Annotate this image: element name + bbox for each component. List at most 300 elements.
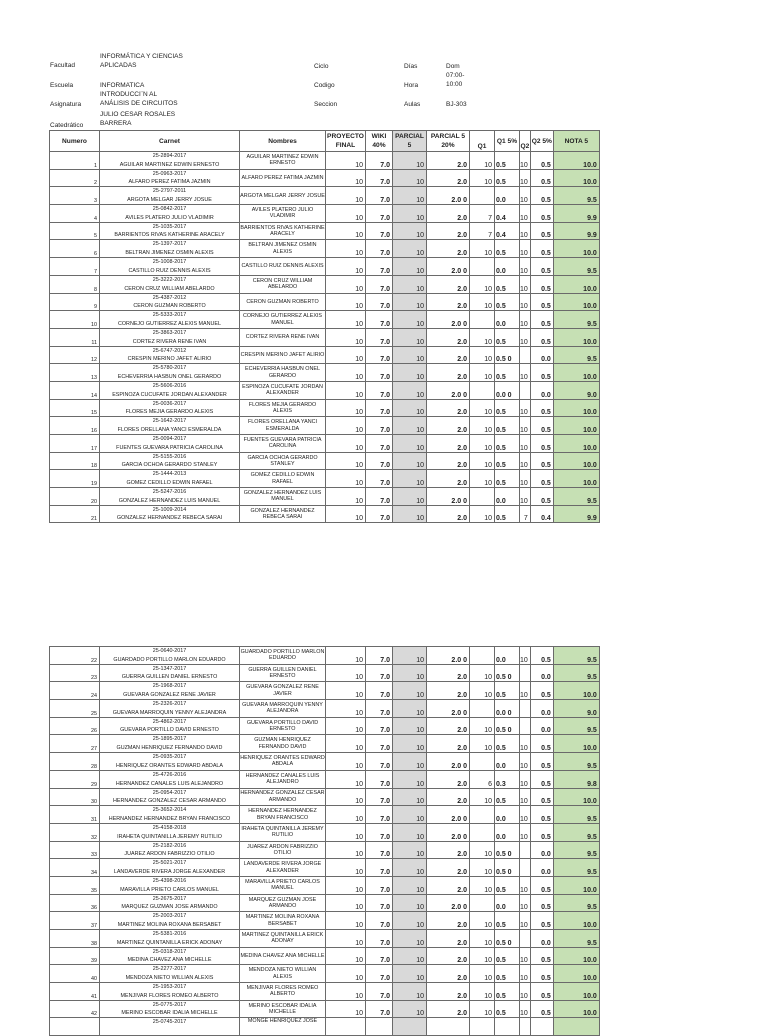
nota-value: 10.0 [553, 1000, 599, 1018]
q2-pct-value: 0.5 [530, 965, 553, 983]
carnet-cell [100, 275, 240, 293]
proyecto-final-value: 10 [326, 435, 366, 453]
carnet-id: 25-1035-2017 [152, 223, 187, 230]
wiki-value: 7.0 [366, 399, 393, 417]
parcial-20-value: 2.0 [427, 788, 470, 806]
q2-value: 10 [520, 823, 531, 841]
row-number: 3 [50, 187, 100, 205]
q1-value: 10 [470, 435, 495, 453]
q2-value: 10 [520, 293, 531, 311]
q2-value: 10 [520, 647, 531, 665]
row-number [50, 1018, 100, 1036]
carnet-id: 25-1347-2017 [152, 665, 187, 672]
proyecto-final-value: 10 [326, 912, 366, 930]
parcial-value: 10 [393, 505, 427, 523]
wiki-value: 7.0 [366, 169, 393, 187]
parcial-value: 10 [393, 399, 427, 417]
q1-value [470, 187, 495, 205]
q1-pct-value: 0.5 0 [495, 717, 520, 735]
q1-value: 10 [470, 947, 495, 965]
carnet-id: 25-3652-2014 [152, 807, 187, 814]
student-name: FLORES MEJIA GERARDO ALEXIS [125, 409, 214, 416]
nombres-cell: GUEVARA GONZALEZ RENE JAVIER [240, 682, 326, 700]
nombres-cell: AVILES PLATERO JULIO VLADIMIR [240, 205, 326, 223]
nombres-cell: MENJIVAR FLORES ROMEO ALBERTO [240, 983, 326, 1001]
table-row [50, 505, 600, 523]
q1-pct-value: 0.5 [495, 240, 520, 258]
nota-value: 9.5 [553, 806, 599, 824]
parcial-20-value: 2.0 0 [427, 381, 470, 399]
carnet-id: 25-5155-2016 [152, 453, 187, 460]
parcial-value: 10 [393, 452, 427, 470]
q2-pct-value: 0.5 [530, 488, 553, 506]
parcial-value: 10 [393, 240, 427, 258]
col-parcial: PARCIAL 5 [393, 131, 427, 152]
parcial-20-value: 2.0 [427, 346, 470, 364]
parcial-20-value: 2.0 [427, 664, 470, 682]
carnet-id: 25-0963-2017 [152, 170, 187, 177]
q1-pct-value: 0.5 [495, 983, 520, 1001]
q1-pct-value: 0.5 [495, 169, 520, 187]
parcial-value: 10 [393, 664, 427, 682]
wiki-value: 7.0 [366, 965, 393, 983]
q1-pct-value: 0.5 [495, 947, 520, 965]
nombres-cell: HERNANDEZ HERNANDEZ BRYAN FRANCISCO [240, 806, 326, 824]
q2-pct-value: 0.0 [530, 717, 553, 735]
carnet-id: 25-5247-2016 [152, 489, 187, 496]
nombres-cell: FLORES ORELLANA YANCI ESMERALDA [240, 417, 326, 435]
student-name: IRAHETA QUINTANILLA JEREMY RUTILIO [117, 833, 222, 840]
carnet-id: 25-0935-2017 [152, 754, 187, 761]
table-row [50, 788, 600, 806]
q2-pct-value: 0.5 [530, 417, 553, 435]
parcial-value: 10 [393, 328, 427, 346]
row-number: 11 [50, 328, 100, 346]
row-number: 8 [50, 275, 100, 293]
grades-body-2 [50, 647, 600, 1036]
nombres-cell: GUEVARA PORTILLO DAVID ERNESTO [240, 717, 326, 735]
nombres-cell: GUARDADO PORTILLO MARLON EDUARDO [240, 647, 326, 665]
carnet-cell [100, 770, 240, 788]
nota-value: 9.5 [553, 753, 599, 771]
parcial-20-value: 2.0 [427, 1000, 470, 1018]
parcial-20-value: 2.0 [427, 240, 470, 258]
wiki-value: 7.0 [366, 364, 393, 382]
row-number: 6 [50, 240, 100, 258]
row-number: 25 [50, 700, 100, 718]
q2-value [520, 664, 531, 682]
q2-value: 10 [520, 770, 531, 788]
q1-value: 10 [470, 399, 495, 417]
facultad-value: INFORMÁTICA Y CIENCIAS APLICADAS [100, 53, 183, 69]
col-q2: Q2 [520, 131, 531, 152]
q1-pct-value: 0.0 [495, 894, 520, 912]
parcial-20-value: 2.0 [427, 930, 470, 948]
wiki-value: 7.0 [366, 947, 393, 965]
carnet-id: 25-3863-2017 [152, 329, 187, 336]
proyecto-final-value: 10 [326, 328, 366, 346]
carnet-id: 25-0640-2017 [152, 648, 187, 654]
nombres-cell: CASTILLO RUIZ DENNIS ALEXIS [240, 258, 326, 276]
q1-pct-value: 0.5 [495, 364, 520, 382]
parcial-20-value: 2.0 [427, 912, 470, 930]
q1-pct-value: 0.5 [495, 788, 520, 806]
parcial-20-value: 2.0 0 [427, 753, 470, 771]
parcial-value: 10 [393, 770, 427, 788]
q1-value: 10 [470, 417, 495, 435]
wiki-value: 7.0 [366, 823, 393, 841]
proyecto-final-value: 10 [326, 647, 366, 665]
empty-cell [326, 1018, 366, 1036]
q2-value [520, 930, 531, 948]
q2-value: 10 [520, 258, 531, 276]
nota-value: 9.5 [553, 930, 599, 948]
q2-value: 10 [520, 328, 531, 346]
q1-pct-value: 0.4 [495, 205, 520, 223]
nombres-cell: MONGE HENRIQUEZ JOSE [240, 1018, 326, 1036]
q1-pct-value: 0.0 0 [495, 381, 520, 399]
carnet-cell [100, 328, 240, 346]
nota-value: 9.5 [553, 311, 599, 329]
q1-value [470, 311, 495, 329]
student-name: MERINO ESCOBAR IDALIA MICHELLE [121, 1010, 218, 1017]
carnet-id: 25-1968-2017 [152, 683, 187, 690]
carnet-id: 25-2277-2017 [152, 966, 187, 973]
q2-value: 10 [520, 275, 531, 293]
student-name: GOMEZ CEDILLO EDWIN RAFAEL [126, 480, 213, 487]
table-row [50, 664, 600, 682]
q2-value: 7 [520, 505, 531, 523]
table-row [50, 841, 600, 859]
q1-pct-value: 0.0 [495, 823, 520, 841]
row-number: 12 [50, 346, 100, 364]
proyecto-final-value: 10 [326, 664, 366, 682]
parcial-20-value: 2.0 [427, 859, 470, 877]
q1-value [470, 381, 495, 399]
carnet-cell [100, 240, 240, 258]
carnet-cell [100, 947, 240, 965]
nombres-cell: MENDOZA NIETO WILLIAN ALEXIS [240, 965, 326, 983]
q1-pct-value: 0.0 [495, 647, 520, 665]
parcial-value: 10 [393, 275, 427, 293]
q2-value: 10 [520, 169, 531, 187]
q2-pct-value: 0.0 [530, 346, 553, 364]
col-wiki: WIKI 40% [366, 131, 393, 152]
wiki-value: 7.0 [366, 983, 393, 1001]
wiki-value: 7.0 [366, 912, 393, 930]
nota-value: 9.5 [553, 717, 599, 735]
parcial-20-value: 2.0 [427, 470, 470, 488]
wiki-value: 7.0 [366, 1000, 393, 1018]
q1-pct-value: 0.5 [495, 275, 520, 293]
q2-pct-value: 0.5 [530, 364, 553, 382]
carnet-id: 25-1008-2017 [152, 259, 187, 266]
nota-value: 10.0 [553, 169, 599, 187]
q1-value: 10 [470, 788, 495, 806]
proyecto-final-value: 10 [326, 452, 366, 470]
ciclo-label: Ciclo [314, 63, 329, 70]
parcial-value: 10 [393, 1000, 427, 1018]
nombres-cell: GONZALEZ HERNANDEZ REBECA SARAI [240, 505, 326, 523]
nota-value: 9.5 [553, 187, 599, 205]
q2-value [520, 381, 531, 399]
row-number: 37 [50, 912, 100, 930]
parcial-value: 10 [393, 717, 427, 735]
parcial-value: 10 [393, 912, 427, 930]
wiki-value: 7.0 [366, 187, 393, 205]
col-q1: Q1 [470, 131, 495, 152]
student-name: HENRIQUEZ ORANTES EDWARD ABDALA [115, 762, 224, 769]
table-row [50, 346, 600, 364]
parcial-20-value: 2.0 [427, 983, 470, 1001]
wiki-value: 7.0 [366, 258, 393, 276]
wiki-value: 7.0 [366, 505, 393, 523]
nota-value: 9.5 [553, 346, 599, 364]
parcial-value: 10 [393, 806, 427, 824]
student-name: CASTILLO RUIZ DENNIS ALEXIS [128, 267, 211, 274]
parcial-20-value: 2.0 [427, 505, 470, 523]
table-row [50, 187, 600, 205]
student-name: MENJIVAR FLORES ROMEO ALBERTO [120, 992, 219, 999]
q1-value: 10 [470, 275, 495, 293]
q1-value: 10 [470, 364, 495, 382]
carnet-id: 25-4862-2017 [152, 718, 187, 725]
parcial-20-value: 2.0 [427, 735, 470, 753]
student-name: MEDINA CHAVEZ ANA MICHELLE [127, 957, 212, 964]
q2-value: 10 [520, 152, 531, 170]
q1-value: 10 [470, 965, 495, 983]
row-number: 13 [50, 364, 100, 382]
nombres-cell: LANDAVERDE RIVERA JORGE ALEXANDER [240, 859, 326, 877]
table-row [50, 876, 600, 894]
col-q2-pct: Q2 5% [530, 131, 553, 152]
q1-value: 10 [470, 983, 495, 1001]
row-number: 41 [50, 983, 100, 1001]
parcial-20-value: 2.0 [427, 717, 470, 735]
q1-value: 10 [470, 328, 495, 346]
q1-pct-value: 0.0 [495, 311, 520, 329]
table-row [50, 717, 600, 735]
codigo-label: Codigo [314, 82, 335, 89]
q2-value [520, 700, 531, 718]
carnet-cell [100, 470, 240, 488]
table-row [50, 364, 600, 382]
seccion-label: Seccion [314, 101, 338, 108]
nota-value: 9.0 [553, 381, 599, 399]
nombres-cell: MARTINEZ MOLINA ROXANA BERSABET [240, 912, 326, 930]
carnet-cell [100, 930, 240, 948]
wiki-value: 7.0 [366, 222, 393, 240]
dias-label: Días [404, 63, 418, 70]
nombres-cell: CRESPIN MERINO JAFET ALIRIO [240, 346, 326, 364]
q2-pct-value: 0.0 [530, 859, 553, 877]
carnet-id: 25-5333-2017 [152, 312, 187, 319]
q2-pct-value: 0.5 [530, 753, 553, 771]
q2-value: 10 [520, 894, 531, 912]
q1-pct-value: 0.5 [495, 452, 520, 470]
q2-pct-value: 0.5 [530, 258, 553, 276]
carnet-id: 25-0036-2017 [152, 400, 187, 407]
q2-pct-value: 0.5 [530, 823, 553, 841]
parcial-value: 10 [393, 788, 427, 806]
carnet-id: 25-3222-2017 [152, 276, 187, 283]
student-name: MARAVILLA PRIETO CARLOS MANUEL [120, 886, 219, 893]
grades-table-page-2 [49, 646, 600, 1036]
student-name: GONZALEZ HERNANDEZ LUIS MANUEL [118, 497, 221, 504]
row-number: 9 [50, 293, 100, 311]
nombres-cell: FLORES MEJIA GERARDO ALEXIS [240, 399, 326, 417]
student-name: GUEVARA GONZALEZ RENE JAVIER [123, 692, 216, 699]
nota-value: 10.0 [553, 470, 599, 488]
table-row [50, 399, 600, 417]
student-name: CORTEZ RIVERA RENE IVAN [132, 338, 207, 345]
nota-value: 9.5 [553, 664, 599, 682]
escuela-label: Escuela [50, 82, 74, 89]
q1-pct-value: 0.5 0 [495, 346, 520, 364]
q1-value: 10 [470, 735, 495, 753]
proyecto-final-value: 10 [326, 364, 366, 382]
nombres-cell: GUERRA GUILLEN DANIEL ERNESTO [240, 664, 326, 682]
carnet-cell [100, 841, 240, 859]
student-name: LANDAVERDE RIVERA JORGE ALEXANDER [113, 868, 226, 875]
wiki-value: 7.0 [366, 293, 393, 311]
wiki-value: 7.0 [366, 930, 393, 948]
col-parcial-20: PARCIAL 5 20% [427, 131, 470, 152]
parcial-20-value: 2.0 0 [427, 258, 470, 276]
nombres-cell: IRAHETA QUINTANILLA JEREMY RUTILIO [240, 823, 326, 841]
wiki-value: 7.0 [366, 682, 393, 700]
carnet-cell [100, 876, 240, 894]
row-number: 4 [50, 205, 100, 223]
document-header [0, 0, 768, 132]
q1-pct-value: 0.5 [495, 328, 520, 346]
q1-value [470, 753, 495, 771]
aulas-label: Aulas [404, 101, 421, 108]
wiki-value: 7.0 [366, 717, 393, 735]
parcial-value: 10 [393, 258, 427, 276]
table-row [50, 275, 600, 293]
wiki-value: 7.0 [366, 806, 393, 824]
carnet-cell [100, 452, 240, 470]
row-number: 31 [50, 806, 100, 824]
q2-pct-value: 0.5 [530, 682, 553, 700]
parcial-value: 10 [393, 983, 427, 1001]
student-name: ALFARO PEREZ FATIMA JAZMIN [128, 179, 211, 186]
proyecto-final-value: 10 [326, 470, 366, 488]
nombres-cell: ECHEVERRIA HASBUN ONEL GERARDO [240, 364, 326, 382]
wiki-value: 7.0 [366, 381, 393, 399]
proyecto-final-value: 10 [326, 222, 366, 240]
wiki-value: 7.0 [366, 700, 393, 718]
proyecto-final-value: 10 [326, 770, 366, 788]
parcial-20-value: 2.0 0 [427, 894, 470, 912]
row-number: 26 [50, 717, 100, 735]
q2-pct-value: 0.5 [530, 470, 553, 488]
parcial-value: 10 [393, 841, 427, 859]
nota-value: 9.9 [553, 205, 599, 223]
student-name: FUENTES GUEVARA PATRICIA CAROLINA [116, 444, 223, 451]
q1-pct-value: 0.0 [495, 753, 520, 771]
q2-value: 10 [520, 222, 531, 240]
student-name: GONZALEZ HERNANDEZ REBECA SARAI [116, 515, 223, 522]
wiki-value: 7.0 [366, 205, 393, 223]
q1-value [470, 823, 495, 841]
carnet-cell [100, 700, 240, 718]
q2-value: 10 [520, 205, 531, 223]
parcial-20-value: 2.0 [427, 205, 470, 223]
proyecto-final-value: 10 [326, 717, 366, 735]
nota-value: 9.8 [553, 770, 599, 788]
q2-pct-value: 0.5 [530, 275, 553, 293]
q1-pct-value: 0.5 [495, 399, 520, 417]
student-name: MENDOZA NIETO WILLIAN ALEXIS [125, 975, 214, 982]
q2-pct-value: 0.5 [530, 152, 553, 170]
nota-value: 10.0 [553, 788, 599, 806]
nombres-cell: BELTRAN JIMENEZ OSMIN ALEXIS [240, 240, 326, 258]
student-name: ESPINOZA CUCUFATE JORDAN ALEXANDER [112, 391, 227, 398]
nombres-cell: GONZALEZ HERNANDEZ LUIS MANUEL [240, 488, 326, 506]
student-name: MARTINEZ QUINTANILLA ERICK ADONAY [116, 939, 223, 946]
q2-value: 10 [520, 735, 531, 753]
parcial-value: 10 [393, 965, 427, 983]
proyecto-final-value: 10 [326, 823, 366, 841]
parcial-value: 10 [393, 222, 427, 240]
catedratico-label: Catedrático [50, 122, 84, 129]
proyecto-final-value: 10 [326, 240, 366, 258]
row-number: 16 [50, 417, 100, 435]
q1-value: 7 [470, 205, 495, 223]
q2-pct-value: 0.5 [530, 983, 553, 1001]
q2-pct-value: 0.0 [530, 664, 553, 682]
parcial-20-value: 2.0 [427, 222, 470, 240]
carnet-id: 25-2797-2011 [152, 188, 187, 195]
wiki-value: 7.0 [366, 275, 393, 293]
facultad-label: Facultad [50, 62, 75, 69]
parcial-value: 10 [393, 894, 427, 912]
row-number: 40 [50, 965, 100, 983]
q2-value [520, 717, 531, 735]
wiki-value: 7.0 [366, 859, 393, 877]
q1-value: 10 [470, 859, 495, 877]
q2-value: 10 [520, 682, 531, 700]
wiki-value: 7.0 [366, 435, 393, 453]
row-number: 5 [50, 222, 100, 240]
parcial-20-value: 2.0 [427, 293, 470, 311]
q2-value: 10 [520, 983, 531, 1001]
q2-pct-value: 0.0 [530, 841, 553, 859]
nota-value: 10.0 [553, 876, 599, 894]
student-name: GUZMAN HENRIQUEZ FERNANDO DAVID [116, 745, 223, 752]
q2-value [520, 346, 531, 364]
q2-value: 10 [520, 240, 531, 258]
q2-pct-value: 0.5 [530, 452, 553, 470]
row-number: 30 [50, 788, 100, 806]
row-number: 32 [50, 823, 100, 841]
q2-pct-value: 0.5 [530, 435, 553, 453]
row-number: 2 [50, 169, 100, 187]
q2-value: 10 [520, 488, 531, 506]
student-name: AGUILAR MARTINEZ EDWIN ERNESTO [119, 161, 220, 168]
q1-value [470, 806, 495, 824]
row-number: 1 [50, 152, 100, 170]
proyecto-final-value: 10 [326, 859, 366, 877]
proyecto-final-value: 10 [326, 346, 366, 364]
carnet-cell [100, 152, 240, 170]
q1-pct-value: 0.5 [495, 417, 520, 435]
student-name: HERNANDEZ HERNANDEZ BRYAN FRANCISCO [108, 815, 231, 822]
parcial-20-value: 2.0 [427, 770, 470, 788]
parcial-value: 10 [393, 930, 427, 948]
